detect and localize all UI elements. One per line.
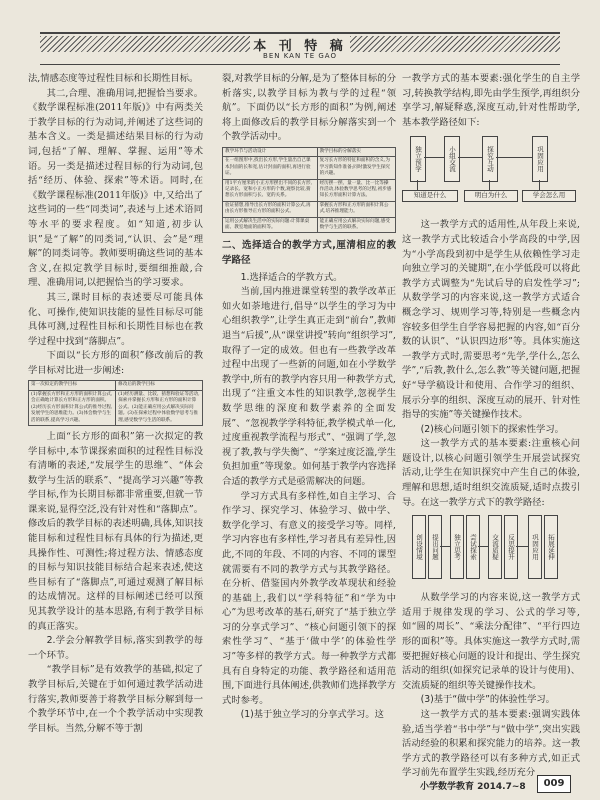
table-cell: 能正确应用公式解决实际问题,感受数学与生活的联系。 <box>317 217 395 233</box>
table-header: 教学目标的分解落实 <box>317 147 395 156</box>
diagram-box: 反思提升 <box>504 515 518 579</box>
diagram-box: 提出问题 <box>428 515 442 579</box>
paragraph: “教学目标”是有效教学的基础,拟定了教学目标后,关键在于如何通过教学活动进行落实,教师要善于将教学目标分解到每一个教学环节中,在一个个教学活动中实现教学目标。当然,分解不等于割 <box>28 664 203 734</box>
paragraph: 这一教学方式的适用性,从年段上来说,这一教学方式比较适合小学高段的中学,因为“小学高段到初中是学生从依赖性学习走向独立学习的关键期”,在小学低段可以将此教学方式调整为“先试后导的启发性学习”;从数学学习的内容来说,这一教学方式适合概念学习、规则学习等,特别是一些概念内容较多但学生自学容易把握的内容,如“百分数的认识”、“认识四边形”等。具体实施这一教学方式时,需要思考“先学,学什么,怎么学”,“后教,教什么,怎么教”等关键问题,把握好“导学稿设计和使用、合作学习的组织、展示分享的组织、深度互动的展开、针对性指导的实施”等关键操作技术。 <box>402 219 580 421</box>
column-right <box>402 72 580 781</box>
arrow-line <box>424 157 444 158</box>
header-rule-top <box>40 32 560 34</box>
flow-diagram-2 <box>402 512 580 587</box>
paragraph: 这一教学方式的基本要素:注重核心问题设计,以核心问题引领学生开展尝试探究活动,让学生在知识探究中产生自己的体验,理解和思想,适时组织交流质疑,适时点拨引导。在这一教学方式下的教学路径: <box>402 438 580 508</box>
paragraph: 其二,合理、准确用词,把握恰当要求。《数学课程标准(2011年版)》中有两类关于教学目标的行为动词,并阐述了这些词的基本含义。一类是描述结果目标的行为动词,包括“了解、理解、掌握、运用”等术语。另一类是描述过程目标的行为动词,包括“经历、体验、探索”等术语。同时,在《数学课程标准(2011年版)》中,又给出了这些词的一些“同类词”,表述与上述术语同等水平的要求程度。如“知道,初步认识”是“了解”的同类词,“认识、会”是“理解”的同类词等。教师要明确这些词的基本含义,在拟定教学目标时,要细细推敲,合理、准确用词,以把握恰当的学习要求。 <box>28 87 203 289</box>
table-cell: 掌握长方形和正方形的面积计算公式,培养推理能力。 <box>317 201 395 217</box>
section-title: 本 刊 特 稿 <box>253 39 347 54</box>
table-cell: (1)经历测量、比较、猜想和验证等活动,探索并掌握长方形和正方形的面积计算公式。(2)能正确应用公式解决实际问题。(3)在探索过程中体验数学思考与推理,感受数学与生活的联系。 <box>116 390 203 425</box>
diagram-box: 巩固应用 <box>532 136 548 182</box>
paragraph: 学习方式具有多样性,如自主学习、合作学习、探究学习、体验学习、做中学、数学化学习、有意义的接受学习等。同样,学习内容也有多样性,学习者具有差异性,因此,不同的年段、不同的内容、不同的课型就需要有不同的教学方式与其教学路径。在分析、借鉴国内外教学改革现状和经验的基础上,我们以“学科特征”和“学为中心”为思考改革的基石,研究了“基于独立学习的分享式学习”、“核心问题引领下的探索性学习”、“基于‘做中学’的体验性学习”等多样的教学方式。每一种教学方式都具有自身特定的功能、教学路径和适用范围,下面进行具体阐述,供教师们选择教学方式时参考。 <box>222 490 396 706</box>
arrow-line <box>496 157 532 158</box>
page-number: 009 <box>537 775 571 793</box>
header-pattern-right <box>350 36 560 52</box>
paragraph: 这一教学方式的基本要素:强调实践体验,适当学着“书中学”与“做中学”,突出实践活动经验的积累和探究能力的培养。这一教学方式的教学路径可以有多种方式,如正式学习前先布置学生实践,经历充分 <box>402 709 580 779</box>
flow-diagram-1 <box>402 134 580 214</box>
paragraph: 裂,对教学目标的分解,是为了整体目标的分析落实,以教学目标为教与学的过程“领航”。下面仍以“长方形的面积”为例,阐述将上面修改后的教学目标分解落实到一个个教学活动中。 <box>222 73 396 143</box>
header-rule-bottom <box>40 64 560 65</box>
diagram-box: 尝试探索 <box>466 515 480 579</box>
arrow-line <box>458 157 482 158</box>
table-cell: 验证猜想,推导出长方形的面积计算公式,再由长方形推导正方形的面积公式。 <box>223 201 318 217</box>
diagram-box: 巩固应用 <box>528 515 542 579</box>
table-cell: 运用公式解决生活中的实际问题:计算课桌面、教室地面的面积等。 <box>223 217 318 233</box>
section-subtitle: BEN KAN TE GAO <box>263 52 337 60</box>
paragraph: 法,情感态度等过程性目标和长期性目标。 <box>28 73 199 84</box>
connector-line <box>489 180 490 190</box>
subheading: (3)基于“做中学”的体验性学习。 <box>420 694 555 706</box>
arrow-line <box>516 546 528 547</box>
subheading: (2)核心问题引领下的探索性学习。 <box>420 423 564 435</box>
diagram-box: 交流质疑 <box>488 515 502 579</box>
diagram-box: 探究互动 <box>482 136 498 182</box>
table-cell: 复习长方形的特征和面积的含义,为学习新知作准备;同时激发学生探究的兴趣。 <box>317 157 395 179</box>
diagram-box: 学会怎么用 <box>522 190 576 202</box>
diagram-box: 小组交流 <box>444 136 460 182</box>
subheading: 2.学会分解教学目标,落实到教学的每一个环节。 <box>28 635 203 661</box>
table-cell: 经历摆一摆、量一量、比一比等操作活动,体验数学思考的过程,初步感知长方形面积计算方法。 <box>317 179 395 201</box>
paragraph: 其三,课时目标的表述要尽可能具体化、可操作,使知识技能的显性目标尽可能具体可测,过程性目标和长期性目标也在教学过程中找到“落脚点”。 <box>28 291 203 347</box>
table-cell: 在一组图形中,找出长方形,学生量出自己课本封面的长和宽,估计封面的面积,再进行验证。 <box>223 157 318 179</box>
table-cell: (1)掌握长方形和正方形的面积计算公式,会正确地计算长方形和正方形的面积。(2)经历长方形面积计算公式的推导过程,发展学生的思维能力。(3)体会数学与生活的联系,提高学习兴趣。 <box>29 390 116 425</box>
column-left <box>28 72 203 736</box>
paragraph: 一教学方式的基本要素:强化学生的自主学习,转换教学结构,即先由学生预学,再组织分享学习,解疑释惑,深度互动,针对性帮助学,基本教学路径如下: <box>402 73 580 128</box>
objectives-comparison-table <box>28 380 203 425</box>
diagram-box: 明白为什么 <box>464 190 518 202</box>
diagram-box: 独立预学 <box>410 136 426 182</box>
table-cell: 用1平方厘米的小正方形摆出不同的长方形,记录长、宽和小正方形的个数,观察比较,猜想长方形面积与长、宽的关系。 <box>223 179 318 201</box>
arrow-line <box>440 546 450 547</box>
header-pattern-left <box>40 36 250 52</box>
paragraph: 当前,国内推进课堂转型的教学改革正如火如荼地进行,倡导“以学生的学习为中心组织教学”,让学生真正走到“前台”,教师退当“后援”,从“课堂讲授”转向“组织学习”,取得了一定的成效。但也有一些教学改革过程中出现了一些新的问题,如在小学数学教学中,所有的教学内容只用一种教学方式,出现了“注重文本性的知识教学,忽视学生数学思维的深度和数学素养的全面发展”、“忽视教学学科特征,教学模式单一化,过度重视教学流程与形式”、“强调了学,忽视了教,教与学失衡”、“学案过度泛滥,学生负担加重”等现象。如何基于教学内容选择合适的教学方式是亟需解决的问题。 <box>222 286 396 487</box>
arrow-line <box>478 546 488 547</box>
paragraph: 从数学学习的内容来说,这一教学方式适用于规律发现的学习、公式的学习等,如“圆的周长”、“乘法分配律”、“平行四边形的面积”等。具体实施这一教学方式时,需要把握好核心问题的设计和提出、学生探究活动的组织(如探究记录单的设计与使用)、交流质疑的组织等关键操作技术。 <box>402 592 580 691</box>
section-heading: 二、选择适合的教学方式,厘清相应的教学路径 <box>222 240 396 267</box>
paragraph: 上面“长方形的面积”第一次拟定的教学目标中,本节课探索面积的过程性目标没有清晰的表述,“发展学生的思维”、“体会数学与生活的联系”、“提高学习兴趣”等教学目标,作为长期目标都非常重要,但就一节课来说,显得空泛,没有针对性和“落脚点”。修改后的教学目标的表述明确,具体,知识技能目标和过程性目标有具体的行为描述,更具操作性、可测性;将过程方法、情感态度的目标与知识技能目标结合起来表述,使这些目标有了“落脚点”,可通过观测了解目标的达成情况。这样的目标阐述已经可以预见其教学设计的基本思路,有利于教学目标的真正落实。 <box>28 430 203 632</box>
diagram-box: 独立思考 <box>450 515 464 579</box>
subheading: 1.选择适合的学教方式。 <box>240 271 343 283</box>
table-header: 教学环节与活动设计 <box>223 147 318 156</box>
diagram-box: 知道是什么 <box>402 190 458 202</box>
connector-line <box>417 180 418 190</box>
diagram-box: 拓展延伸 <box>544 515 558 579</box>
table-header: 修改后的教学目标 <box>116 381 203 390</box>
subheading: (1)基于独立学习的分享式学习。这 <box>240 709 384 721</box>
column-middle <box>222 72 396 723</box>
paragraph: 下面以“长方形的面积”修改前后的教学目标对比进一步阐述: <box>28 350 203 376</box>
objectives-breakdown-table <box>222 147 396 233</box>
journal-footer: 小学数学教育 2014.7~8 <box>420 782 526 792</box>
connector-line <box>539 180 540 190</box>
diagram-box: 创设情境 <box>412 515 426 579</box>
table-header: 第一次拟定的教学目标 <box>29 381 116 390</box>
